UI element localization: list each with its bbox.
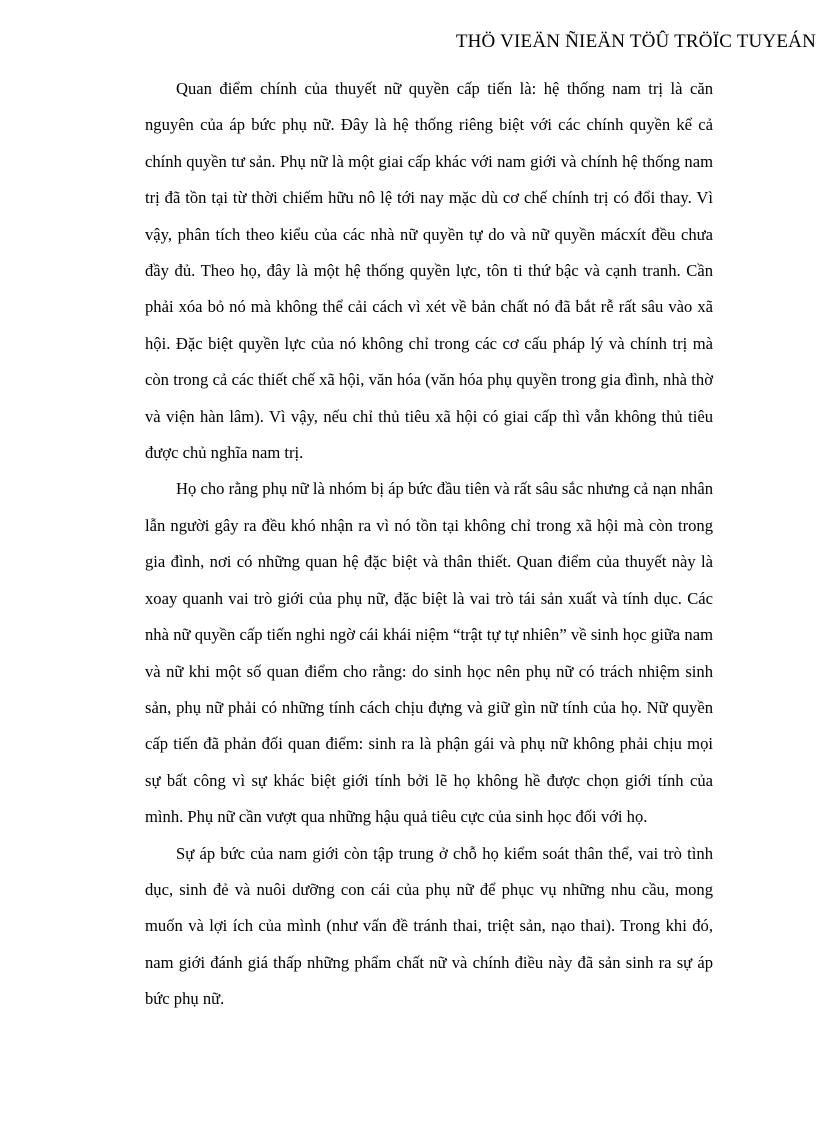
document-body bbox=[145, 71, 713, 1018]
paragraph-2: Họ cho rằng phụ nữ là nhóm bị áp bức đầu tiên và rất sâu sắc nhưng cả nạn nhân lẫn người gây ra đều khó nhận ra vì nó tồn tại không chỉ trong xã hội mà còn trong gia đình, nơi có những quan hệ đặc biệt và thân thiết. Quan điểm của thuyết này là xoay quanh vai trò giới của phụ nữ, đặc biệt là vai trò tái sản xuất và tính dục. Các nhà nữ quyền cấp tiến nghi ngờ cái khái niệm “trật tự tự nhiên” về sinh học giữa nam và nữ khi một số quan điểm cho rằng: do sinh học nên phụ nữ có trách nhiệm sinh sản, phụ nữ phải có những tính cách chịu đựng và giữ gìn nữ tính của họ. Nữ quyền cấp tiến đã phản đối quan điểm: sinh ra là phận gái và phụ nữ không phải chịu mọi sự bất công vì sự khác biệt giới tính bởi lẽ họ không hề được chọn giới tính của mình. Phụ nữ cần vượt qua những hậu quả tiêu cực của sinh học đối với họ. bbox=[145, 479, 713, 827]
paragraph-3: Sự áp bức của nam giới còn tập trung ở chỗ họ kiểm soát thân thể, vai trò tình dục, sinh đẻ và nuôi dưỡng con cái của phụ nữ để phục vụ những nhu cầu, mong muốn và lợi ích của mình (như vấn đề tránh thai, triệt sản, nạo thai). Trong khi đó, nam giới đánh giá thấp những phẩm chất nữ và chính điều này đã sản sinh ra sự áp bức phụ nữ. bbox=[145, 843, 713, 1009]
paragraph-1: Quan điểm chính của thuyết nữ quyền cấp tiến là: hệ thống nam trị là căn nguyên của áp bức phụ nữ. Đây là hệ thống riêng biệt với các chính quyền kể cả chính quyền tư sản. Phụ nữ là một giai cấp khác với nam giới và chính hệ thống nam trị đã tồn tại từ thời chiếm hữu nô lệ tới nay mặc dù cơ chế chính trị có đổi thay. Vì vậy, phân tích theo kiểu của các nhà nữ quyền tự do và nữ quyền mácxít đều chưa đầy đủ. Theo họ, đây là một hệ thống quyền lực, tôn ti thứ bậc và cạnh tranh. Cần phải xóa bỏ nó mà không thể cải cách vì xét về bản chất nó đã bắt rễ rất sâu vào xã hội. Đặc biệt quyền lực của nó không chỉ trong các cơ cấu pháp lý và chính trị mà còn trong cả các thiết chế xã hội, văn hóa (văn hóa phụ quyền trong gia đình, nhà thờ và viện hàn lâm). Vì vậy, nếu chỉ thủ tiêu xã hội có giai cấp thì vẫn không thủ tiêu được chủ nghĩa nam trị. bbox=[145, 79, 713, 463]
page-header: THÖ VIEÄN ÑIEÄN TÖÛ TRÖÏC TUYEÁN bbox=[455, 31, 816, 52]
